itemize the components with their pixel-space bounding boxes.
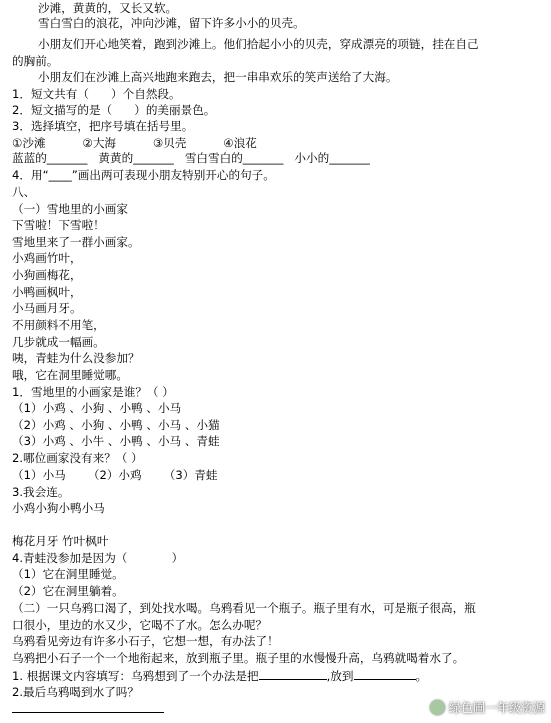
question-2: 2．短文描写的是（ ）的美丽景色。 — [12, 103, 216, 117]
option-line: （2）小鸡 、小狗 、小鸭 、小马 、小猫 — [12, 418, 220, 432]
text-line: 雪白雪白的浪花，冲向沙滩，留下许多小小的贝壳。 — [38, 16, 305, 30]
poem-line: 下雪啦！下雪啦！ — [12, 218, 105, 232]
poem-line: 几步就成一幅画。 — [12, 335, 105, 349]
fill-in-blanks: 蓝蓝的_______ 黄黄的_______ 雪白雪白的_______ 小小的_______ — [12, 151, 370, 165]
option-line: （1）小鸡 、小狗 、小鸭 、小马 — [12, 401, 182, 415]
poem-line: 小鸭画枫叶， — [12, 285, 82, 299]
poem-line: 小马画月牙。 — [12, 301, 82, 315]
option-line: （3）小鸡 、小牛 、小鸭 、小马 、青蛙 — [12, 434, 220, 448]
question-1: 1．雪地里的小画家是谁？（ ） — [12, 385, 174, 399]
poem-line: 小鸡画竹叶， — [12, 251, 82, 265]
poem-line: 咦，青蛙为什么没参加？ — [12, 351, 140, 365]
passage-title: （一）雪地里的小画家 — [12, 202, 128, 216]
text-line: 沙滩，黄黄的，又长又软。 — [38, 1, 178, 15]
wechat-icon — [430, 700, 445, 715]
question-3: 3．选择填空，把序号填在括号里。 — [12, 119, 194, 133]
question-4: 4.青蛙没参加是因为（ ） — [12, 551, 184, 565]
option-line: （2）它在洞里躺着。 — [12, 584, 124, 598]
text-line: 小朋友们在沙滩上高兴地跑来跑去，把一串串欢乐的笑声送给了大海。 — [38, 70, 398, 84]
question-text: 1. 根据课文内容填写：乌鸦想到了一个办法是把 — [12, 669, 259, 683]
passage-text: 乌鸦把小石子一个一个地衔起来，放到瓶子里。瓶子里的水慢慢升高，乌鸦就喝着水了。 — [12, 651, 465, 665]
poem-line: 不用颜料不用笔， — [12, 318, 105, 332]
text-line: 的胸前。 — [12, 54, 59, 68]
answer-blank — [12, 712, 164, 713]
poem-line: 雪地里来了一群小画家。 — [12, 235, 140, 249]
passage-text: 乌鸦看见旁边有许多小石子，它想一想，有办法了！ — [12, 634, 279, 648]
watermark — [430, 699, 545, 716]
passage-text: （二）一只乌鸦口渴了，到处找水喝。乌鸦看见一个瓶子。瓶子里有水，可是瓶子很高，瓶 — [12, 601, 476, 615]
watermark-text: 绿色圃一年级资源 — [448, 701, 545, 715]
question-text: ,放到 — [326, 669, 354, 683]
option-line: （1）它在洞里睡觉。 — [12, 567, 124, 581]
poem-line: 哦，它在洞里睡觉哪。 — [12, 368, 128, 382]
section-heading: 八、 — [12, 185, 36, 199]
question-1 — [12, 668, 427, 683]
question-text: 。 — [415, 669, 428, 683]
question-3: 3.我会连。 — [12, 485, 70, 499]
answer-blank — [354, 668, 416, 680]
question-4: 4．用“____”画出两可表现小朋友特别开心的句子。 — [12, 168, 275, 182]
passage-text: 口很小，里边的水又少，它喝不了水。怎么办呢？ — [12, 618, 268, 632]
question-2: 2.哪位画家没有来？（ ） — [12, 451, 143, 465]
poem-line: 小狗画梅花， — [12, 268, 82, 282]
matching-row: 梅花月牙 竹叶枫叶 — [12, 534, 109, 548]
question-1: 1．短文共有（ ）个自然段。 — [12, 87, 181, 101]
choice-options: ①沙滩 ②大海 ③贝壳 ④浪花 — [12, 136, 257, 150]
matching-row: 小鸡小狗小鸭小马 — [12, 501, 105, 515]
text-line: 小朋友们开心地笑着，跑到沙滩上。他们拾起小小的贝壳，穿成漂亮的项链，挂在自己 — [38, 37, 479, 51]
question-2: 2.最后乌鸦喝到水了吗？ — [12, 685, 139, 699]
answer-blank — [259, 668, 327, 680]
option-line: （1）小马 （2）小鸡 （3）青蛙 — [12, 468, 218, 482]
